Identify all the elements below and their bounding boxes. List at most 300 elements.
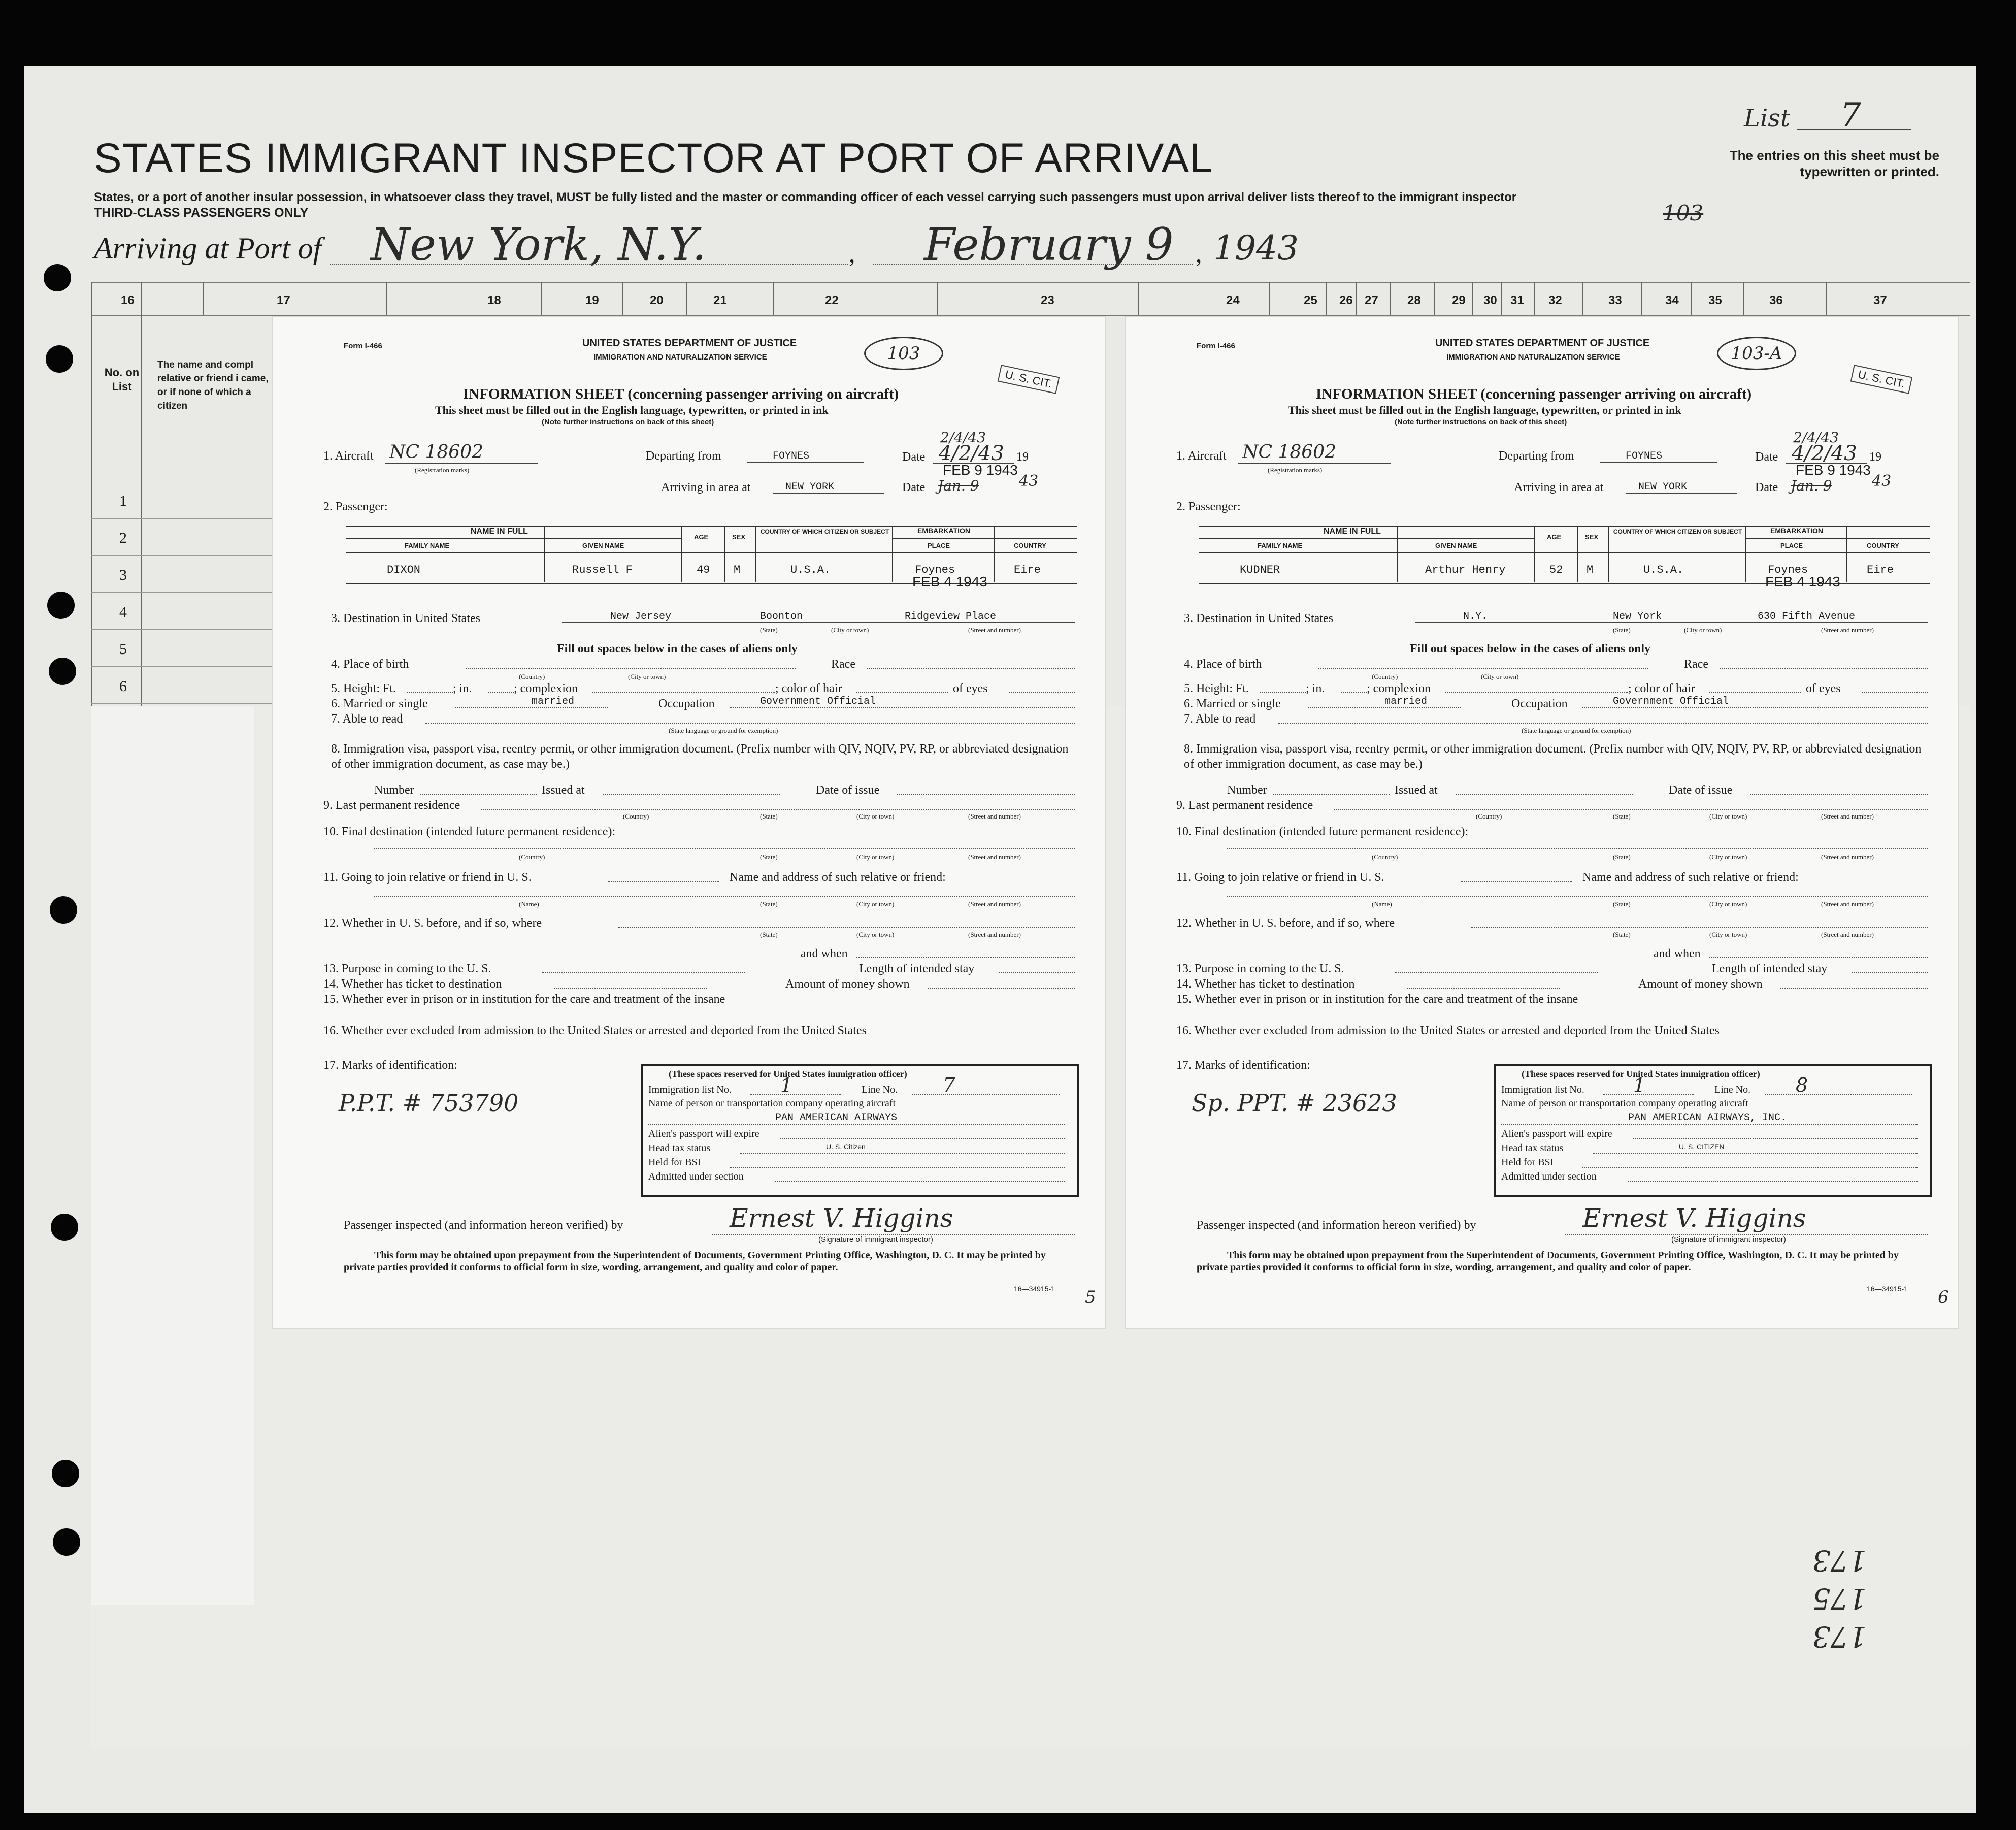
caption-city: (City or town) bbox=[1709, 853, 1747, 861]
column-number: 23 bbox=[1041, 293, 1054, 307]
box-bsi-label: Held for BSI bbox=[648, 1157, 701, 1168]
number-label: Number bbox=[374, 783, 414, 797]
sheet-number: 103-A bbox=[1717, 337, 1796, 370]
dotted-line bbox=[1501, 1124, 1918, 1125]
dotted-line bbox=[1765, 1094, 1912, 1095]
box-passport-label: Alien's passport will expire bbox=[1501, 1128, 1612, 1139]
box-list-value: 1 bbox=[1633, 1074, 1646, 1096]
punch-hole bbox=[51, 1214, 78, 1241]
box-company-label: Name of person or transportation company operating aircraft bbox=[1501, 1098, 1749, 1109]
punch-hole bbox=[53, 1528, 80, 1556]
dotted-line bbox=[1334, 809, 1928, 810]
column-number: 19 bbox=[585, 293, 599, 307]
comma: , bbox=[1196, 239, 1202, 268]
column-number: 18 bbox=[487, 293, 501, 307]
destination-label: 3. Destination in United States bbox=[1184, 612, 1333, 625]
aliens-only: Fill out spaces below in the cases of aliens only bbox=[557, 642, 798, 656]
form-heading: INFORMATION SHEET (concerning passenger arriving on aircraft) bbox=[1316, 386, 1752, 402]
column-divider bbox=[1269, 282, 1270, 315]
dotted-line bbox=[867, 668, 1075, 669]
read-label: 7. Able to read bbox=[331, 712, 403, 726]
box-headtax-label: Head tax status bbox=[1501, 1142, 1564, 1154]
age-header: AGE bbox=[1547, 533, 1562, 541]
date-label: Date bbox=[1755, 450, 1778, 464]
table-rule bbox=[1199, 552, 1930, 553]
punch-hole bbox=[52, 1460, 79, 1487]
height-label: 5. Height: Ft. bbox=[331, 682, 396, 695]
read-caption: (State language or ground for exemption) bbox=[1522, 727, 1631, 734]
column-number: 32 bbox=[1548, 293, 1562, 307]
caption-street: (Street and number) bbox=[1821, 812, 1874, 820]
date-hand-above: 2/4/43 bbox=[940, 429, 986, 446]
caption-state: (State) bbox=[760, 626, 778, 634]
arriving-label: Arriving at Port of bbox=[94, 232, 322, 265]
age: 52 bbox=[1549, 564, 1563, 576]
form-heading-2: This sheet must be filled out in the English language, typewritten, or printed in ink bbox=[435, 404, 829, 416]
column-divider bbox=[1826, 282, 1827, 315]
signature-caption: (Signature of immigrant inspector) bbox=[818, 1235, 933, 1244]
prison-label: 15. Whether ever in prison or in institution for the care and treatment of the insane bbox=[323, 993, 725, 1006]
service: IMMIGRATION AND NATURALIZATION SERVICE bbox=[1446, 353, 1620, 362]
money-label: Amount of money shown bbox=[785, 977, 910, 991]
and-when-label: and when bbox=[801, 947, 848, 960]
caption-city: (City or town) bbox=[831, 626, 869, 634]
form-number: Form I-466 bbox=[1197, 342, 1235, 350]
length-label: Length of intended stay bbox=[859, 962, 975, 975]
caption-street: (Street and number) bbox=[968, 626, 1021, 634]
dotted-line bbox=[1633, 1138, 1918, 1139]
table-rule bbox=[346, 552, 1077, 553]
blank-line bbox=[747, 462, 864, 463]
dotted-line bbox=[1862, 692, 1928, 693]
blank-line bbox=[1626, 493, 1737, 494]
caption-city: (City or town) bbox=[856, 931, 895, 938]
column-rule bbox=[91, 315, 1970, 316]
inspector-signature: Ernest V. Higgins bbox=[1582, 1203, 1806, 1233]
inspected-label: Passenger inspected (and information hereon verified) by bbox=[1197, 1219, 1476, 1232]
citizen-of: U.S.A. bbox=[1643, 564, 1684, 576]
citizen-stamp: U. S. CIT. bbox=[998, 365, 1060, 394]
arriving-date: Jan. 9 bbox=[1791, 477, 1832, 494]
table-divider bbox=[724, 526, 725, 582]
dotted-line bbox=[1341, 692, 1367, 693]
caption-street: (Street and number) bbox=[968, 931, 1021, 938]
row-rule bbox=[91, 703, 284, 704]
punch-hole bbox=[47, 592, 75, 619]
dest-city: New York bbox=[1613, 611, 1662, 623]
departing-date: 4/2/43 bbox=[1792, 442, 1857, 465]
dotted-line bbox=[425, 723, 1075, 724]
box-admitted-label: Admitted under section bbox=[648, 1171, 744, 1182]
caption-street: (Street and number) bbox=[968, 853, 1021, 861]
excluded-label: 16. Whether ever excluded from admission to the United States or arrested and deported from the United States bbox=[1176, 1024, 1720, 1037]
caption-country: (Country) bbox=[623, 812, 649, 820]
arriving-label: Arriving in area at bbox=[661, 481, 751, 494]
table-divider bbox=[1534, 526, 1535, 582]
punch-hole bbox=[49, 658, 76, 685]
place-header: PLACE bbox=[1780, 542, 1803, 549]
arriving-date-line bbox=[873, 264, 1193, 265]
ticket-label: 14. Whether has ticket to destination bbox=[323, 977, 502, 991]
final-label: 10. Final destination (intended future permanent residence): bbox=[1176, 825, 1469, 838]
column-number: 17 bbox=[277, 293, 290, 307]
given-name-header: GIVEN NAME bbox=[1435, 542, 1477, 549]
column-divider bbox=[1743, 282, 1744, 315]
form-heading-3: (Note further instructions on back of this sheet) bbox=[1395, 418, 1567, 427]
column-number: 26 bbox=[1339, 293, 1353, 307]
registration-caption: (Registration marks) bbox=[1268, 466, 1323, 474]
dotted-line bbox=[592, 692, 775, 693]
service: IMMIGRATION AND NATURALIZATION SERVICE bbox=[593, 353, 767, 362]
row-rule bbox=[91, 629, 284, 630]
length-label: Length of intended stay bbox=[1712, 962, 1828, 975]
join-label: 11. Going to join relative or friend in U. S. bbox=[1176, 871, 1384, 884]
excluded-label: 16. Whether ever excluded from admission to the United States or arrested and deported from the United States bbox=[323, 1024, 867, 1037]
dotted-line bbox=[856, 692, 948, 693]
marks-label: 17. Marks of identification: bbox=[1176, 1059, 1310, 1072]
aliens-only: Fill out spaces below in the cases of aliens only bbox=[1410, 642, 1651, 656]
visa-label: 8. Immigration visa, passport visa, reentry permit, or other immigration document. (Prefix number with QIV, NQIV, PV, RP, or abbreviated designation of other immigration document, as case may be.) bbox=[331, 742, 1069, 771]
purpose-label: 13. Purpose in coming to the U. S. bbox=[323, 962, 491, 975]
dotted-line bbox=[608, 881, 719, 882]
arriving-date-year: 43 bbox=[1872, 472, 1892, 490]
caption-city: (City or town) bbox=[1709, 900, 1747, 908]
dotted-line bbox=[740, 1153, 1065, 1154]
dotted-line bbox=[481, 809, 1075, 810]
box-company-label: Name of person or transportation company operating aircraft bbox=[648, 1098, 896, 1109]
manifest-subtitle: States, or a port of another insular possession, in whatsoever class they travel, MUST be fully listed and the master or commanding officer of each vessel carrying such passengers must upon arrival deliver lists thereof to the immigrant inspector bbox=[94, 190, 1517, 204]
departing-value: FOYNES bbox=[773, 450, 810, 462]
table-divider bbox=[755, 526, 756, 582]
form-footer: This form may be obtained upon prepayment from the Superintendent of Documents, Government Printing Office, Washington, D. C. It may be printed by private parties provided it conforms to official form in size, wording, arrangement, and quality and color of paper. bbox=[1197, 1250, 1899, 1273]
dest-city: Boonton bbox=[760, 611, 803, 623]
marks-value: Sp. PPT. # 23623 bbox=[1192, 1089, 1397, 1117]
column-number: 36 bbox=[1769, 293, 1783, 307]
given-name: Arthur Henry bbox=[1425, 564, 1506, 576]
prison-label: 15. Whether ever in prison or in institution for the care and treatment of the insane bbox=[1176, 993, 1578, 1006]
row-number: 5 bbox=[119, 641, 127, 658]
occupation-label: Occupation bbox=[658, 697, 715, 710]
name-in-full-header: NAME IN FULL bbox=[471, 527, 528, 536]
received-stamp: FEB 9 1943 bbox=[943, 462, 1018, 478]
caption-city: (City or town) bbox=[856, 900, 895, 908]
arriving-value: NEW YORK bbox=[785, 481, 835, 493]
issued-label: Issued at bbox=[542, 783, 585, 797]
caption-city: (City or town) bbox=[1684, 626, 1722, 634]
table-rule bbox=[892, 538, 1077, 539]
arriving-year: 1943 bbox=[1213, 228, 1299, 268]
department: UNITED STATES DEPARTMENT OF JUSTICE bbox=[1435, 338, 1650, 349]
hair-label: ; color of hair bbox=[1628, 682, 1695, 695]
arriving-port: New York, N.Y. bbox=[371, 218, 707, 271]
dotted-line bbox=[1308, 707, 1461, 708]
no-on-list-label: No. on List bbox=[104, 366, 140, 393]
before-label: 12. Whether in U. S. before, and if so, where bbox=[323, 917, 542, 930]
table-divider bbox=[1745, 526, 1746, 582]
dotted-line bbox=[999, 972, 1075, 973]
column-number: 33 bbox=[1608, 293, 1622, 307]
dotted-line bbox=[912, 1094, 1060, 1095]
caption-city: (City or town) bbox=[1709, 931, 1747, 938]
citizen-stamp: U. S. CIT. bbox=[1850, 365, 1913, 394]
dotted-line bbox=[730, 1167, 1065, 1168]
passenger-label: 2. Passenger: bbox=[1176, 500, 1241, 513]
caption-city: (City or town) bbox=[1481, 673, 1519, 680]
caption-street: (Street and number) bbox=[1821, 900, 1874, 908]
column-number: 37 bbox=[1873, 293, 1887, 307]
caption-city: (City or town) bbox=[1709, 812, 1747, 820]
purpose-label: 13. Purpose in coming to the U. S. bbox=[1176, 962, 1344, 975]
dotted-line bbox=[1227, 848, 1928, 849]
box-admitted-label: Admitted under section bbox=[1501, 1171, 1597, 1182]
information-sheet-form bbox=[273, 317, 1105, 1328]
arriving-port-line bbox=[330, 264, 848, 265]
eyes-label: of eyes bbox=[1806, 682, 1841, 695]
caption-country: (Country) bbox=[1372, 673, 1398, 680]
country-header: COUNTRY OF WHICH CITIZEN OR SUBJECT bbox=[1613, 528, 1742, 535]
dest-state: N.Y. bbox=[1463, 611, 1488, 623]
year-prefix: 19 bbox=[1869, 450, 1881, 464]
join-label: 11. Going to join relative or friend in U. S. bbox=[323, 871, 532, 884]
aircraft-label: 1. Aircraft bbox=[323, 449, 374, 463]
dotted-line bbox=[1260, 692, 1306, 693]
year-prefix: 19 bbox=[1016, 450, 1029, 464]
box-company: PAN AMERICAN AIRWAYS, INC. bbox=[1628, 1112, 1787, 1124]
given-name: Russell F bbox=[572, 564, 633, 576]
signature-caption: (Signature of immigrant inspector) bbox=[1671, 1235, 1786, 1244]
arriving-label: Arriving in area at bbox=[1514, 481, 1604, 494]
row-rule bbox=[91, 555, 284, 556]
dest-street: Ridgeview Place bbox=[905, 611, 997, 623]
dest-state: New Jersey bbox=[610, 611, 672, 623]
caption-name: (Name) bbox=[519, 900, 539, 908]
column-number: 34 bbox=[1665, 293, 1679, 307]
dotted-line bbox=[374, 896, 1075, 897]
country2-header: COUNTRY bbox=[1014, 542, 1046, 549]
row-number: 6 bbox=[119, 678, 127, 695]
dotted-line bbox=[1852, 972, 1928, 973]
complexion-label: ; complexion bbox=[514, 682, 578, 695]
caption-city: (City or town) bbox=[856, 812, 895, 820]
family-name-header: FAMILY NAME bbox=[1258, 542, 1303, 549]
caption-city: (City or town) bbox=[628, 673, 666, 680]
dotted-line bbox=[488, 692, 514, 693]
birth-label: 4. Place of birth bbox=[1184, 658, 1262, 671]
table-divider bbox=[892, 526, 893, 582]
dotted-line bbox=[420, 794, 537, 795]
dotted-line bbox=[603, 794, 780, 795]
blank-line bbox=[385, 463, 538, 464]
sex-header: SEX bbox=[732, 533, 746, 541]
dotted-line bbox=[1593, 1153, 1918, 1154]
dotted-line bbox=[730, 707, 1075, 708]
dotted-line bbox=[1565, 1234, 1928, 1235]
embarkation-header: EMBARKATION bbox=[917, 527, 970, 535]
dotted-line bbox=[712, 1234, 1075, 1235]
form-heading-2: This sheet must be filled out in the English language, typewritten, or printed in ink bbox=[1288, 404, 1681, 416]
dotted-line bbox=[1445, 692, 1628, 693]
column-divider bbox=[686, 282, 687, 315]
dotted-line bbox=[455, 707, 608, 708]
residence-label: 9. Last permanent residence bbox=[1176, 799, 1313, 812]
box-line-value: 7 bbox=[943, 1074, 955, 1096]
arriving-date: Jan. 9 bbox=[938, 477, 979, 494]
dotted-line bbox=[1461, 881, 1572, 882]
column-divider bbox=[1641, 282, 1642, 315]
table-rule bbox=[1745, 538, 1930, 539]
punch-hole bbox=[50, 896, 77, 924]
sex-header: SEX bbox=[1585, 533, 1599, 541]
column-rule bbox=[91, 282, 1970, 283]
department: UNITED STATES DEPARTMENT OF JUSTICE bbox=[582, 338, 797, 349]
column-divider bbox=[773, 282, 774, 315]
box-passport-label: Alien's passport will expire bbox=[648, 1128, 759, 1139]
column-number: 21 bbox=[713, 293, 727, 307]
departing-label: Departing from bbox=[1499, 449, 1574, 463]
caption-state: (State) bbox=[760, 900, 778, 908]
join-name-label: Name and address of such relative or friend: bbox=[730, 871, 946, 884]
footer-code: 16—34915-1 bbox=[1867, 1285, 1908, 1293]
struck-number: 103 bbox=[1663, 201, 1704, 225]
corner-mark: 5 bbox=[1085, 1287, 1096, 1308]
blank-line bbox=[1600, 462, 1717, 463]
column-number: 25 bbox=[1304, 293, 1317, 307]
information-sheet-form bbox=[1126, 317, 1958, 1328]
column-divider bbox=[203, 282, 204, 315]
dotted-line bbox=[1720, 668, 1928, 669]
in-label: ; in. bbox=[453, 682, 472, 695]
hair-label: ; color of hair bbox=[775, 682, 842, 695]
final-label: 10. Final destination (intended future permanent residence): bbox=[323, 825, 616, 838]
dotted-line bbox=[648, 1124, 1065, 1125]
birth-label: 4. Place of birth bbox=[331, 658, 409, 671]
caption-country: (Country) bbox=[1372, 853, 1398, 861]
corner-mark: 6 bbox=[1938, 1287, 1949, 1308]
box-line-value: 8 bbox=[1796, 1074, 1808, 1096]
caption-state: (State) bbox=[1613, 931, 1631, 938]
caption-state: (State) bbox=[760, 812, 778, 820]
box-title: (These spaces reserved for United States immigration officer) bbox=[669, 1069, 907, 1079]
read-label: 7. Able to read bbox=[1184, 712, 1256, 726]
column-number: 35 bbox=[1708, 293, 1722, 307]
date-hand-above: 2/4/43 bbox=[1793, 429, 1839, 446]
blank-line bbox=[1238, 463, 1391, 464]
instruction-right: The entries on this sheet must be typewritten or printed. bbox=[1729, 148, 1939, 179]
arriving-date-year: 43 bbox=[1019, 472, 1039, 490]
table-divider bbox=[1608, 526, 1609, 582]
embark-stamp: FEB 4 1943 bbox=[1765, 574, 1840, 590]
passenger-label: 2. Passenger: bbox=[323, 500, 388, 513]
family-name: DIXON bbox=[387, 564, 421, 576]
given-name-header: GIVEN NAME bbox=[582, 542, 624, 549]
column-divider bbox=[1472, 282, 1473, 315]
dotted-line bbox=[374, 848, 1075, 849]
dotted-line bbox=[1582, 1167, 1918, 1168]
aircraft-value: NC 18602 bbox=[389, 442, 484, 463]
embark-country: Eire bbox=[1014, 564, 1041, 576]
corner-number: 173 bbox=[1812, 1620, 1867, 1653]
dotted-line bbox=[897, 794, 1075, 795]
table-divider bbox=[681, 526, 682, 582]
form-heading-3: (Note further instructions on back of this sheet) bbox=[542, 418, 714, 427]
embark-place: Foynes bbox=[1768, 564, 1808, 576]
dotted-line bbox=[856, 957, 1075, 958]
torn-paper-area bbox=[91, 706, 254, 1605]
list-underline bbox=[1797, 129, 1911, 130]
money-label: Amount of money shown bbox=[1638, 977, 1763, 991]
race-label: Race bbox=[1684, 658, 1708, 671]
column-number: 31 bbox=[1510, 293, 1524, 307]
box-list-value: 1 bbox=[780, 1074, 793, 1096]
received-stamp: FEB 9 1943 bbox=[1796, 462, 1871, 478]
date-label: Date bbox=[1755, 481, 1778, 494]
caption-state: (State) bbox=[1613, 900, 1631, 908]
sex: M bbox=[1587, 564, 1594, 576]
box-line-label: Line No. bbox=[862, 1084, 898, 1095]
dotted-line bbox=[1750, 794, 1928, 795]
inspector-signature: Ernest V. Higgins bbox=[730, 1203, 953, 1233]
occupation-value: Government Official bbox=[760, 696, 876, 707]
issue-date-label: Date of issue bbox=[816, 783, 880, 797]
column-divider bbox=[1434, 282, 1435, 315]
departing-value: FOYNES bbox=[1626, 450, 1663, 462]
corner-number: 175 bbox=[1812, 1582, 1867, 1615]
blank-line bbox=[1415, 622, 1928, 623]
dotted-line bbox=[1780, 988, 1928, 989]
table-divider bbox=[1397, 526, 1398, 582]
table-rule bbox=[346, 538, 681, 539]
arriving-value: NEW YORK bbox=[1638, 481, 1688, 493]
aircraft-label: 1. Aircraft bbox=[1176, 449, 1227, 463]
form-heading: INFORMATION SHEET (concerning passenger arriving on aircraft) bbox=[463, 386, 899, 402]
occupation-label: Occupation bbox=[1511, 697, 1568, 710]
departing-label: Departing from bbox=[646, 449, 721, 463]
list-label: List bbox=[1744, 104, 1791, 133]
comma: , bbox=[849, 239, 855, 268]
embarkation-header: EMBARKATION bbox=[1770, 527, 1823, 535]
dotted-line bbox=[1009, 692, 1075, 693]
manifest-subtitle-2: THIRD-CLASS PASSENGERS ONLY bbox=[94, 206, 309, 220]
form-footer: This form may be obtained upon prepayment from the Superintendent of Documents, Government Printing Office, Washington, D. C. It may be printed by private parties provided it conforms to official form in size, wording, arrangement, and quality and color of paper. bbox=[344, 1250, 1046, 1273]
column-number: 29 bbox=[1452, 293, 1466, 307]
departing-date: 4/2/43 bbox=[939, 442, 1004, 465]
column-divider bbox=[1691, 282, 1692, 315]
blank-line bbox=[773, 493, 884, 494]
dotted-line bbox=[1395, 972, 1598, 973]
table-divider bbox=[994, 526, 995, 582]
box-line-label: Line No. bbox=[1714, 1084, 1751, 1095]
before-label: 12. Whether in U. S. before, and if so, where bbox=[1176, 917, 1395, 930]
dotted-line bbox=[1471, 927, 1928, 928]
blank-line bbox=[562, 622, 1075, 623]
dotted-line bbox=[1227, 896, 1928, 897]
caption-country: (Country) bbox=[519, 853, 545, 861]
column-divider bbox=[1138, 282, 1139, 315]
dotted-line bbox=[750, 1094, 841, 1095]
married-value: married bbox=[532, 696, 575, 707]
dest-street: 630 Fifth Avenue bbox=[1758, 611, 1856, 623]
country2-header: COUNTRY bbox=[1867, 542, 1899, 549]
row-number: 3 bbox=[119, 567, 127, 583]
row-rule bbox=[91, 518, 284, 519]
box-headtax-value: U. S. CITIZEN bbox=[1679, 1142, 1725, 1151]
column-number: 30 bbox=[1483, 293, 1497, 307]
dotted-line bbox=[1278, 723, 1928, 724]
caption-state: (State) bbox=[760, 853, 778, 861]
dotted-line bbox=[618, 927, 1075, 928]
embark-place: Foynes bbox=[915, 564, 955, 576]
dotted-line bbox=[1709, 692, 1801, 693]
